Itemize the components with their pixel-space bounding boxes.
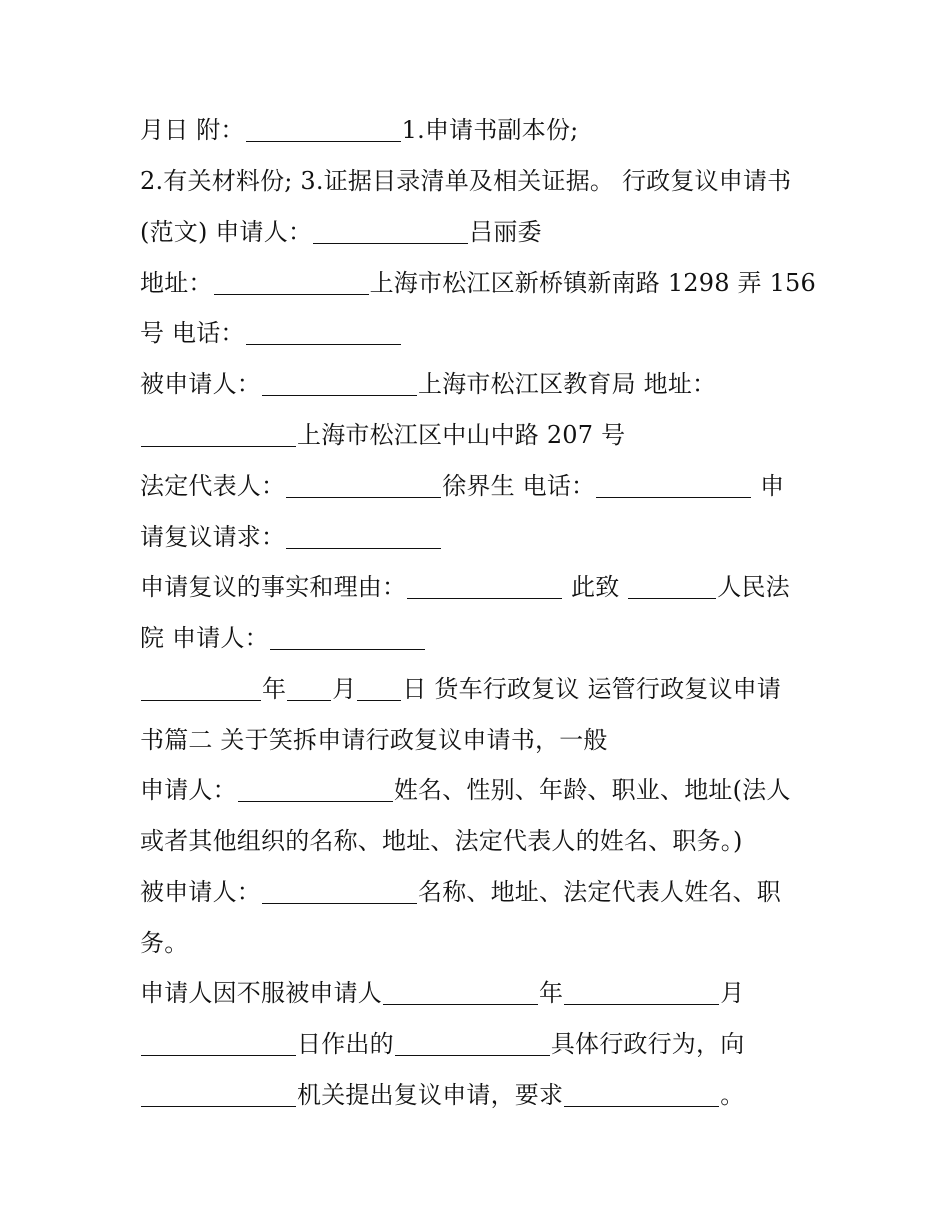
text-line-respondent-info (140, 877, 820, 907)
blank-field (246, 320, 401, 345)
text-segment: 请复议请求： (140, 523, 286, 551)
text-segment: 书篇二 关于笑拆申请行政复议申请书，一般 (140, 726, 608, 754)
text-line-authority (140, 1080, 820, 1110)
text-line-request (140, 522, 820, 552)
text-segment: (范文) 申请人： (140, 218, 313, 246)
text-line-date (140, 674, 820, 704)
blank-field (564, 1082, 719, 1107)
text-segment: 。 (720, 1081, 745, 1109)
text-line-applicant (140, 217, 820, 247)
text-segment: 上海市松江区中山中路 207 号 (297, 421, 626, 449)
text-segment: 1.申请书副本份; (401, 116, 579, 144)
text-segment: 地址： (140, 269, 213, 297)
text-segment: 上海市松江区新桥镇新南路 1298 弄 156 (369, 269, 816, 297)
text-line-attachments (140, 115, 820, 145)
blank-field (286, 473, 441, 498)
text-segment: 年 (539, 979, 564, 1007)
text-segment: 申 (752, 472, 785, 500)
text-segment: 月 (720, 979, 745, 1007)
text-line-respondent (140, 369, 820, 399)
text-segment: 机关提出复议申请，要求 (297, 1081, 564, 1109)
text-line-phone (140, 318, 820, 348)
text-segment: 日 货车行政复议 运管行政复议申请 (402, 675, 782, 703)
blank-field (141, 676, 261, 701)
blank-field (262, 371, 417, 396)
blank-field (246, 117, 401, 142)
text-segment: 法定代表人： (140, 472, 286, 500)
text-line-duty (140, 928, 820, 958)
blank-field (357, 676, 401, 701)
text-segment: 被申请人： (140, 878, 261, 906)
text-segment: 号 电话： (140, 319, 245, 347)
blank-field (383, 980, 538, 1005)
text-line-materials (140, 166, 820, 196)
blank-field (286, 524, 441, 549)
blank-field (141, 422, 296, 447)
blank-field (313, 219, 468, 244)
text-line-action (140, 1029, 820, 1059)
blank-field (564, 980, 719, 1005)
text-line-court (140, 623, 820, 653)
blank-field (141, 1082, 296, 1107)
text-segment: 或者其他组织的名称、地址、法定代表人的姓名、职务。) (140, 827, 743, 855)
blank-field (270, 625, 425, 650)
text-segment: 吕丽委 (469, 218, 542, 246)
text-line-facts (140, 572, 820, 602)
text-line-address (140, 268, 820, 298)
blank-field (628, 574, 716, 599)
text-segment: 姓名、性别、年龄、职业、地址(法人 (393, 776, 791, 804)
text-segment: 2.有关材料份; 3.证据目录清单及相关证据。 行政复议申请书 (140, 167, 792, 195)
text-segment: 人民法 (717, 573, 790, 601)
blank-field (214, 270, 369, 295)
text-line-applicant-info (140, 775, 820, 805)
text-segment: 具体行政行为，向 (550, 1030, 745, 1058)
text-segment: 月 (332, 675, 357, 703)
text-segment: 申请人： (140, 776, 237, 804)
text-segment: 月日 附： (140, 116, 245, 144)
blank-field (596, 473, 751, 498)
text-line-respondent-address (140, 420, 820, 450)
text-line-organization (140, 826, 820, 856)
text-segment: 年 (262, 675, 287, 703)
text-segment: 徐界生 电话： (442, 472, 596, 500)
blank-field (262, 879, 417, 904)
text-segment: 申请人因不服被申请人 (140, 979, 382, 1007)
blank-field (287, 676, 331, 701)
blank-field (395, 1031, 550, 1056)
blank-field (238, 777, 393, 802)
text-segment: 院 申请人： (140, 624, 269, 652)
text-line-legal-rep (140, 471, 820, 501)
text-segment: 申请复议的事实和理由： (140, 573, 407, 601)
text-segment: 名称、地址、法定代表人姓名、职 (418, 878, 781, 906)
text-segment: 被申请人： (140, 370, 261, 398)
text-segment: 务。 (140, 929, 189, 957)
text-line-section-two (140, 725, 820, 755)
text-line-dissatisfied (140, 978, 820, 1008)
text-segment: 上海市松江区教育局 地址： (418, 370, 717, 398)
blank-field (407, 574, 562, 599)
text-segment: 日作出的 (297, 1030, 394, 1058)
text-segment: 此致 (563, 573, 628, 601)
blank-field (141, 1031, 296, 1056)
